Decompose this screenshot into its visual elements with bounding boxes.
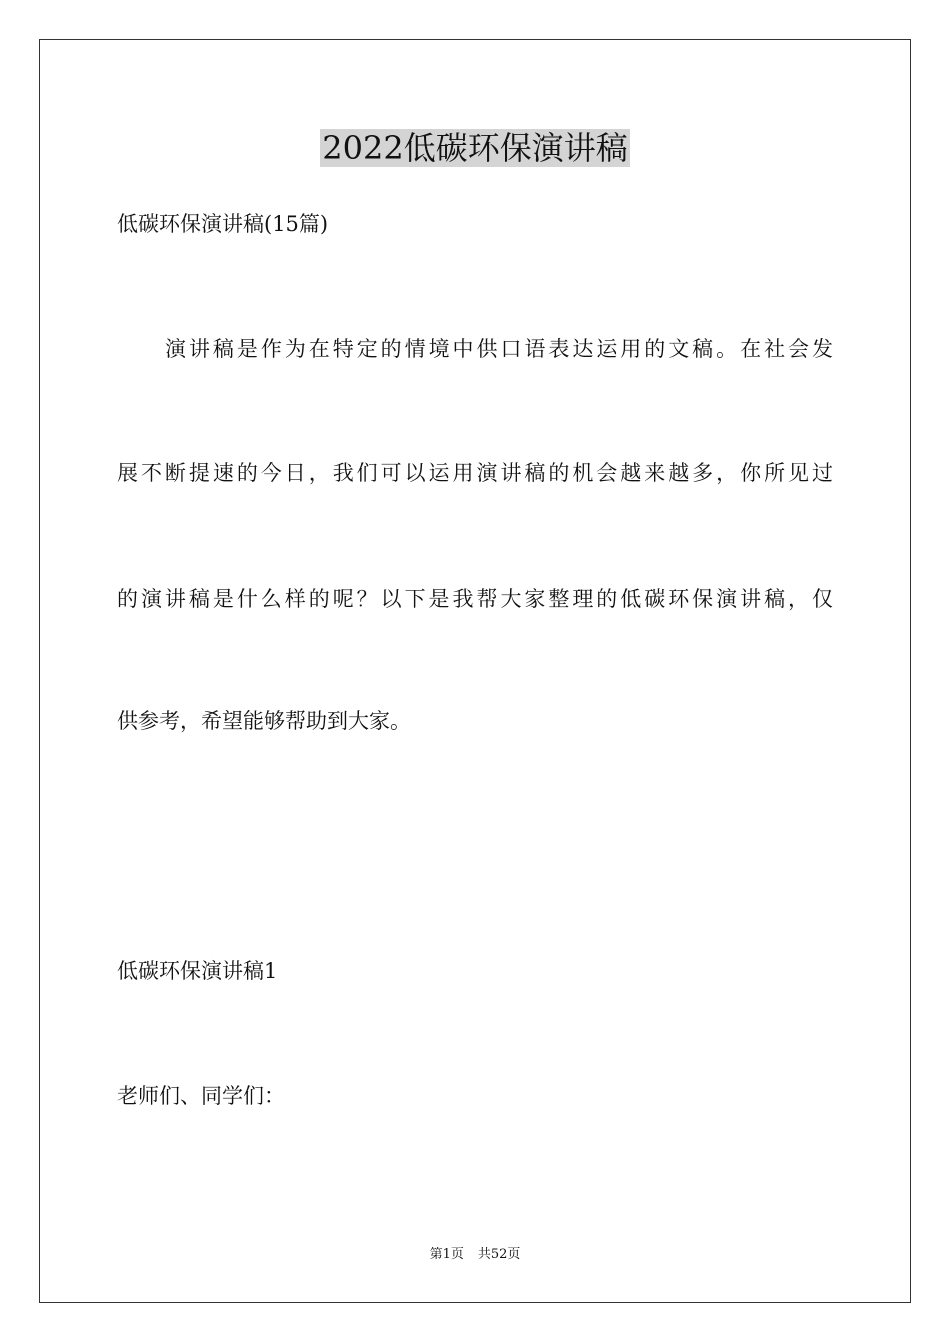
intro-paragraph-line-1: 演讲稿是作为在特定的情境中供口语表达运用的文稿。在社会发 <box>165 337 833 361</box>
salutation: 老师们、同学们： <box>117 1084 285 1108</box>
document-title-text: 2022低碳环保演讲稿 <box>322 129 628 167</box>
intro-paragraph-line-3: 的演讲稿是什么样的呢？以下是我帮大家整理的低碳环保演讲稿，仅 <box>117 587 833 611</box>
document-title <box>0 124 950 172</box>
page-number: 第1页 <box>429 1247 464 1262</box>
intro-paragraph-line-2: 展不断提速的今日，我们可以运用演讲稿的机会越来越多，你所见过 <box>117 461 833 485</box>
section-heading: 低碳环保演讲稿1 <box>117 959 278 983</box>
intro-paragraph-line-4: 供参考，希望能够帮助到大家。 <box>117 709 411 733</box>
page-footer <box>0 1246 950 1264</box>
page-total: 共52页 <box>477 1247 521 1262</box>
document-subtitle: 低碳环保演讲稿(15篇) <box>117 212 329 236</box>
